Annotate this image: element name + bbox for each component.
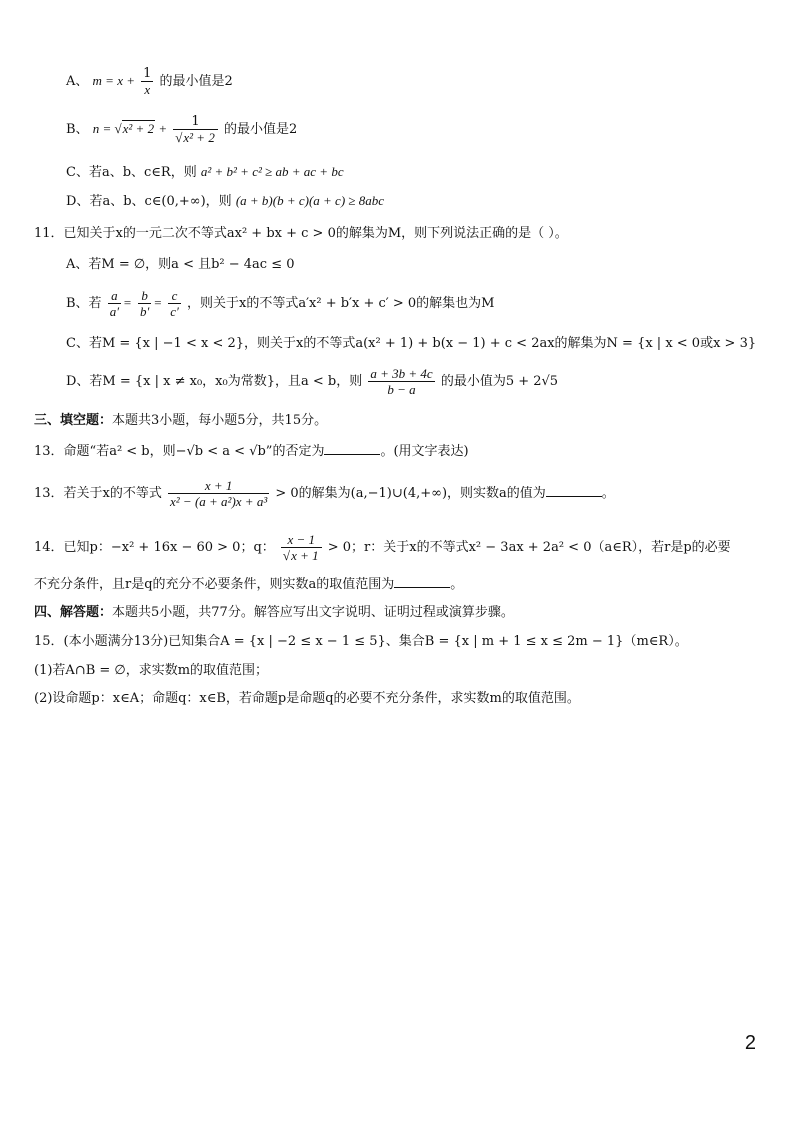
fraction: $\frac{x - 1}{√x + 1}$: [281, 532, 322, 563]
option-11d: D、若M = {x | x ≠ x₀，x₀为常数}，且a < b，则 $\frac{a + 3b + 4c}{b - a}$ 的最小值为5 + 2√5: [66, 366, 559, 397]
option-11a: A、若M = ∅，则a < 且b² − 4ac ≤ 0: [66, 257, 295, 272]
fraction: $\frac{a + 3b + 4c}{b - a}$: [370, 366, 433, 397]
option-10d: D、若a、b、c∈(0,+∞)，则 (a + b)(b + c)(a + c) ≥ 8abc: [66, 193, 385, 209]
answer-blank[interactable]: [324, 442, 380, 455]
question-15-part2: (2)设命题p：x∈A；命题q：x∈B，若命题p是命题q的必要不充分条件，求实数m的取值范围。: [34, 691, 580, 706]
question-15-part1: (1)若A∩B = ∅，求实数m的取值范围；: [34, 663, 269, 678]
question-13a: 13．命题“若a² < b，则−√b < a < √b”的否定为 。(用文字表达): [34, 444, 469, 459]
math-expr: m = x +: [92, 73, 135, 88]
option-11b: B、若 $\frac{a}{a'}$ = $\frac{b}{b'}$ = $\frac{c}{c'}$ ，则关于x的不等式a′x² + b′x + c′ > 0的解集也为M: [66, 288, 495, 319]
option-10b: B、 n = √x² + 2 + $\frac{1}{\text{√x² + 2}}$ 的最小值是2: [66, 114, 298, 145]
fraction: $\frac{x + 1}{\text{x² − (a + a²)x + a³}}$: [170, 478, 268, 509]
question-14: 14．已知p：−x² + 16x − 60 > 0；q： $\frac{x - 1}{√x + 1}$ > 0；r：关于x的不等式x² − 3ax + 2a² < 0（a∈R），若r是p的必要: [34, 532, 731, 563]
option-10a: A、 m = x + $\frac{1}{x}$ 的最小值是2: [66, 66, 233, 97]
option-10c: C、若a、b、c∈R，则 a² + b² + c² ≥ ab + ac + bc: [66, 164, 344, 180]
answer-blank[interactable]: [546, 484, 602, 497]
fraction: $\frac{1}{\text{√x² + 2}}$: [173, 114, 218, 145]
math-expr: (a + b)(b + c)(a + c) ≥ 8abc: [235, 193, 385, 208]
question-14-cont: 不充分条件，且r是q的充分不必要条件，则实数a的取值范围为 。: [34, 577, 464, 592]
math-expr: a² + b² + c² ≥ ab + ac + bc: [200, 164, 344, 179]
option-11c: C、若M = {x | −1 < x < 2}，则关于x的不等式a(x² + 1) + b(x − 1) + c < 2ax的解集为N = {x | x < 0或x > 3}: [66, 336, 757, 351]
fraction: $\frac{b}{b'}$: [139, 288, 150, 319]
question-15: 15．(本小题满分13分)已知集合A = {x | −2 ≤ x − 1 ≤ 5}、集合B = {x | m + 1 ≤ x ≤ 2m − 1}（m∈R）。: [34, 634, 688, 649]
page-number: 2: [744, 1032, 756, 1054]
fraction: $\frac{c}{c'}$: [170, 288, 179, 319]
math-expr: n = √x² + 2 +: [92, 121, 168, 136]
answer-blank[interactable]: [394, 575, 450, 588]
question-11: 11．已知关于x的一元二次不等式ax² + bx + c > 0的解集为M，则下列说法正确的是（ ）。: [34, 226, 568, 241]
fraction: $\frac{1}{x}$: [143, 66, 152, 97]
fraction: $\frac{a}{a'}$: [109, 288, 120, 319]
section-3-heading: 三、填空题：本题共3小题，每小题5分，共15分。: [34, 413, 328, 428]
question-13b: 13．若关于x的不等式 $\frac{x + 1}{\text{x² − (a + a²)x + a³}}$ > 0的解集为(a,−1)∪(4,+∞)，则实数a的值为 。: [34, 478, 615, 509]
section-4-heading: 四、解答题：本题共5小题，共77分。解答应写出文字说明、证明过程或演算步骤。: [34, 605, 514, 620]
